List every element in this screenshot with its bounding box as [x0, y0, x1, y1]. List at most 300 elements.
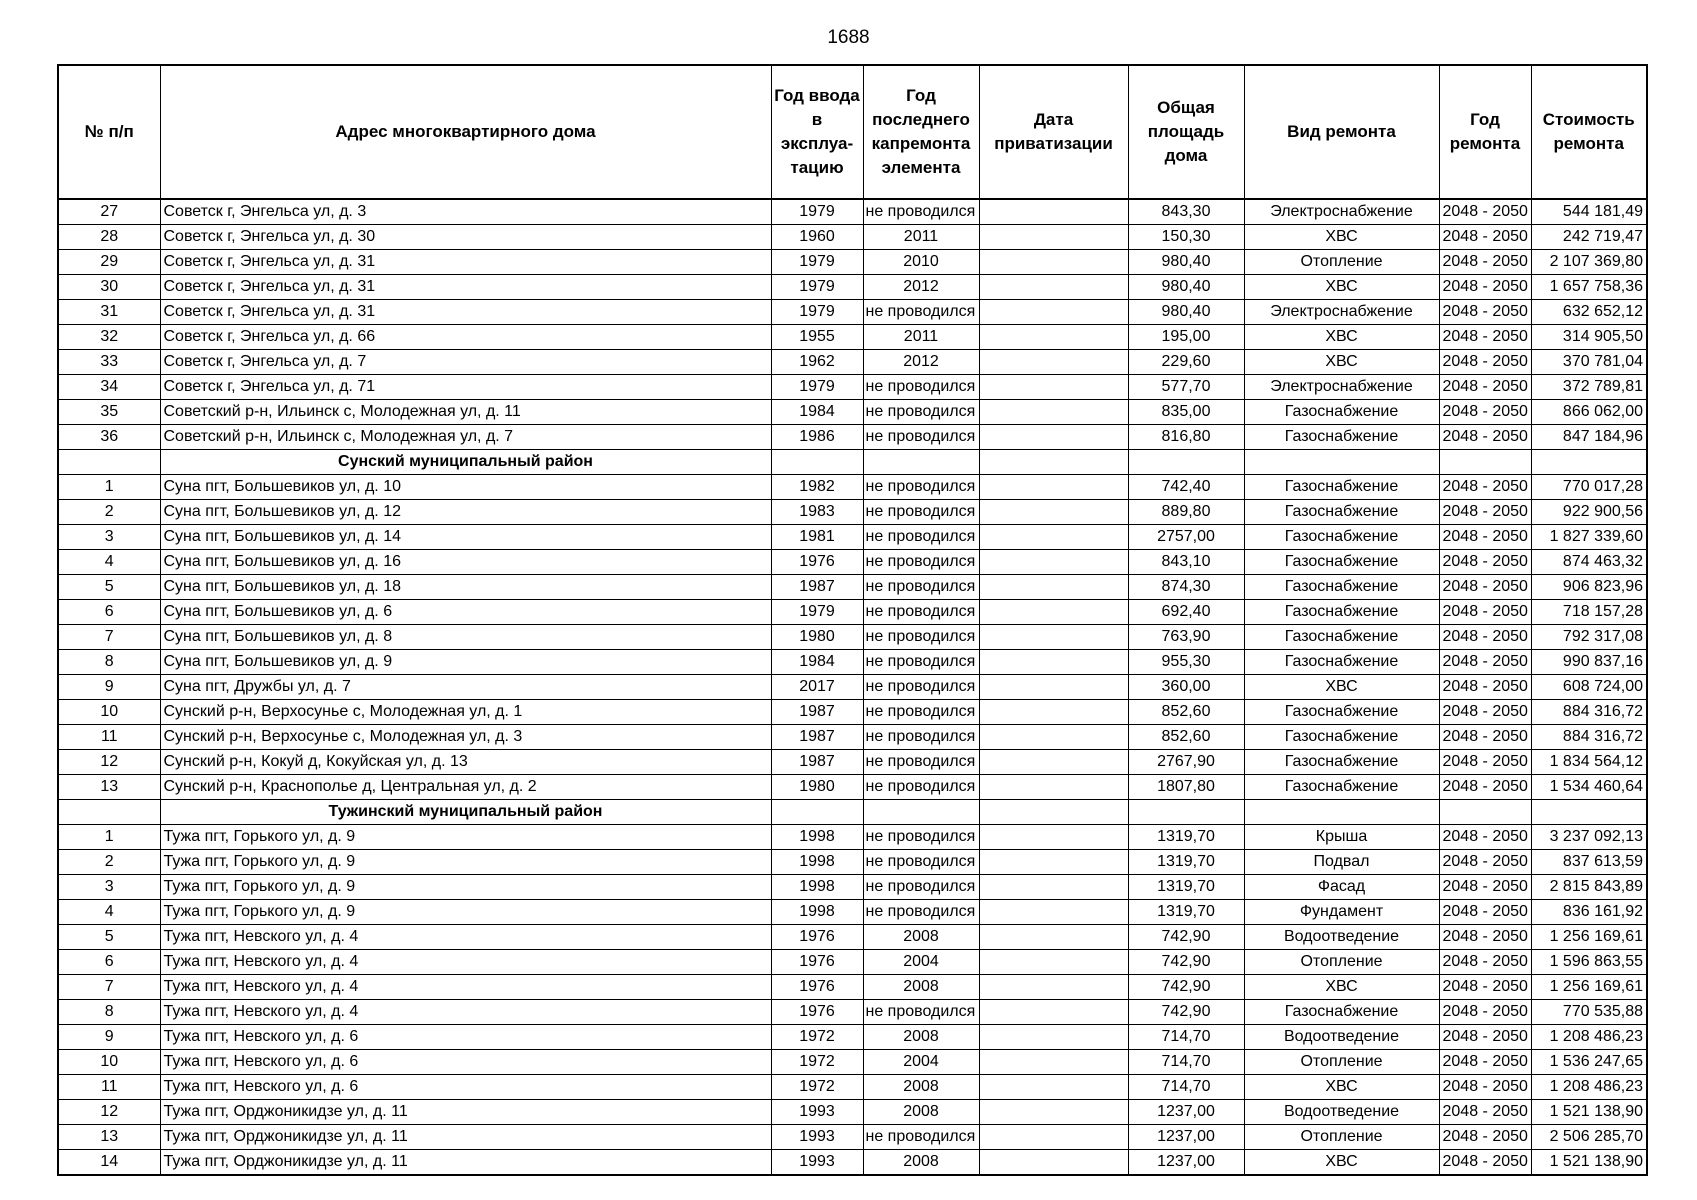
section-row — [58, 800, 1647, 825]
table-body — [58, 199, 1647, 1175]
row-repair-period: 2048 - 2050 — [1439, 425, 1531, 450]
row-privatization — [979, 750, 1128, 775]
row-last-repair: 2008 — [863, 1150, 979, 1176]
row-address: Суна пгт, Большевиков ул, д. 18 — [160, 575, 771, 600]
row-year-built: 1962 — [771, 350, 863, 375]
section-empty-cell — [1531, 800, 1647, 825]
row-cost: 884 316,72 — [1531, 725, 1647, 750]
row-address: Советск г, Энгельса ул, д. 7 — [160, 350, 771, 375]
row-repair-type: Газоснабжение — [1244, 575, 1439, 600]
table-row — [58, 825, 1647, 850]
row-last-repair: 2011 — [863, 325, 979, 350]
row-address: Тужа пгт, Горького ул, д. 9 — [160, 900, 771, 925]
row-address: Сунский р-н, Краснополье д, Центральная ул, д. 2 — [160, 775, 771, 800]
row-address: Тужа пгт, Невского ул, д. 4 — [160, 950, 771, 975]
row-number: 3 — [58, 525, 160, 550]
row-repair-type: Газоснабжение — [1244, 1000, 1439, 1025]
row-year-built: 1998 — [771, 825, 863, 850]
row-repair-period: 2048 - 2050 — [1439, 1075, 1531, 1100]
header-privatization: Дата приватизации — [979, 65, 1128, 199]
section-empty-cell — [1439, 450, 1531, 475]
row-area: 195,00 — [1128, 325, 1244, 350]
row-area: 843,30 — [1128, 199, 1244, 225]
row-cost: 836 161,92 — [1531, 900, 1647, 925]
row-repair-period: 2048 - 2050 — [1439, 300, 1531, 325]
row-repair-period: 2048 - 2050 — [1439, 900, 1531, 925]
row-privatization — [979, 950, 1128, 975]
row-cost: 1 521 138,90 — [1531, 1100, 1647, 1125]
table-row — [58, 950, 1647, 975]
row-address: Суна пгт, Большевиков ул, д. 12 — [160, 500, 771, 525]
row-area: 229,60 — [1128, 350, 1244, 375]
row-area: 980,40 — [1128, 300, 1244, 325]
row-last-repair: не проводился — [863, 625, 979, 650]
header-repair-type: Вид ремонта — [1244, 65, 1439, 199]
row-year-built: 1987 — [771, 575, 863, 600]
row-repair-period: 2048 - 2050 — [1439, 525, 1531, 550]
row-repair-period: 2048 - 2050 — [1439, 500, 1531, 525]
row-number: 8 — [58, 650, 160, 675]
row-repair-period: 2048 - 2050 — [1439, 1025, 1531, 1050]
row-area: 889,80 — [1128, 500, 1244, 525]
row-repair-type: ХВС — [1244, 275, 1439, 300]
row-last-repair: не проводился — [863, 650, 979, 675]
row-year-built: 1960 — [771, 225, 863, 250]
row-repair-period: 2048 - 2050 — [1439, 1050, 1531, 1075]
section-empty-cell — [1244, 450, 1439, 475]
row-number: 10 — [58, 700, 160, 725]
row-address: Тужа пгт, Горького ул, д. 9 — [160, 875, 771, 900]
row-privatization — [979, 875, 1128, 900]
row-year-built: 1987 — [771, 725, 863, 750]
row-repair-period: 2048 - 2050 — [1439, 575, 1531, 600]
table-row — [58, 575, 1647, 600]
row-address: Советск г, Энгельса ул, д. 30 — [160, 225, 771, 250]
row-cost: 1 596 863,55 — [1531, 950, 1647, 975]
row-area: 835,00 — [1128, 400, 1244, 425]
row-number: 27 — [58, 199, 160, 225]
table-row — [58, 1125, 1647, 1150]
row-privatization — [979, 350, 1128, 375]
row-year-built: 1979 — [771, 250, 863, 275]
row-cost: 2 107 369,80 — [1531, 250, 1647, 275]
row-repair-period: 2048 - 2050 — [1439, 1150, 1531, 1176]
row-year-built: 1972 — [771, 1025, 863, 1050]
row-year-built: 1998 — [771, 900, 863, 925]
row-privatization — [979, 500, 1128, 525]
row-last-repair: 2008 — [863, 975, 979, 1000]
row-repair-type: Фундамент — [1244, 900, 1439, 925]
row-privatization — [979, 675, 1128, 700]
row-address: Советск г, Энгельса ул, д. 71 — [160, 375, 771, 400]
row-privatization — [979, 475, 1128, 500]
table-row — [58, 525, 1647, 550]
row-area: 1237,00 — [1128, 1100, 1244, 1125]
row-area: 714,70 — [1128, 1025, 1244, 1050]
row-repair-period: 2048 - 2050 — [1439, 625, 1531, 650]
row-last-repair: не проводился — [863, 550, 979, 575]
table-row — [58, 650, 1647, 675]
row-cost: 544 181,49 — [1531, 199, 1647, 225]
table-row — [58, 1075, 1647, 1100]
row-year-built: 1993 — [771, 1100, 863, 1125]
table-row — [58, 1050, 1647, 1075]
row-number: 2 — [58, 500, 160, 525]
row-year-built: 2017 — [771, 675, 863, 700]
row-address: Суна пгт, Дружбы ул, д. 7 — [160, 675, 771, 700]
row-privatization — [979, 850, 1128, 875]
row-area: 816,80 — [1128, 425, 1244, 450]
row-cost: 770 017,28 — [1531, 475, 1647, 500]
row-year-built: 1979 — [771, 300, 863, 325]
row-last-repair: не проводился — [863, 775, 979, 800]
row-address: Советский р-н, Ильинск с, Молодежная ул, д. 11 — [160, 400, 771, 425]
row-address: Советск г, Энгельса ул, д. 31 — [160, 250, 771, 275]
row-cost: 370 781,04 — [1531, 350, 1647, 375]
row-repair-type: Газоснабжение — [1244, 400, 1439, 425]
table-row — [58, 1000, 1647, 1025]
row-year-built: 1976 — [771, 1000, 863, 1025]
row-repair-period: 2048 - 2050 — [1439, 550, 1531, 575]
row-area: 2757,00 — [1128, 525, 1244, 550]
row-number: 9 — [58, 675, 160, 700]
row-repair-type: Газоснабжение — [1244, 425, 1439, 450]
row-privatization — [979, 600, 1128, 625]
row-privatization — [979, 825, 1128, 850]
table-row — [58, 275, 1647, 300]
row-address: Тужа пгт, Невского ул, д. 4 — [160, 975, 771, 1000]
row-address: Тужа пгт, Горького ул, д. 9 — [160, 825, 771, 850]
row-year-built: 1979 — [771, 275, 863, 300]
row-repair-period: 2048 - 2050 — [1439, 775, 1531, 800]
section-empty-cell — [979, 450, 1128, 475]
repair-register-table — [57, 64, 1648, 1176]
row-privatization — [979, 325, 1128, 350]
row-number: 10 — [58, 1050, 160, 1075]
row-repair-period: 2048 - 2050 — [1439, 725, 1531, 750]
row-number: 14 — [58, 1150, 160, 1176]
table-row — [58, 625, 1647, 650]
row-area: 692,40 — [1128, 600, 1244, 625]
row-repair-period: 2048 - 2050 — [1439, 275, 1531, 300]
section-empty-cell — [1531, 450, 1647, 475]
row-privatization — [979, 1000, 1128, 1025]
row-area: 742,40 — [1128, 475, 1244, 500]
row-address: Тужа пгт, Невского ул, д. 4 — [160, 925, 771, 950]
header-address: Адрес многоквартирного дома — [160, 65, 771, 199]
row-cost: 906 823,96 — [1531, 575, 1647, 600]
row-repair-type: ХВС — [1244, 1075, 1439, 1100]
row-cost: 1 834 564,12 — [1531, 750, 1647, 775]
row-repair-type: Газоснабжение — [1244, 775, 1439, 800]
row-last-repair: 2008 — [863, 1075, 979, 1100]
row-repair-type: Водоотведение — [1244, 1100, 1439, 1125]
row-repair-period: 2048 - 2050 — [1439, 825, 1531, 850]
row-repair-type: Отопление — [1244, 1050, 1439, 1075]
row-cost: 837 613,59 — [1531, 850, 1647, 875]
row-privatization — [979, 900, 1128, 925]
row-number: 8 — [58, 1000, 160, 1025]
row-number: 4 — [58, 900, 160, 925]
row-area: 742,90 — [1128, 950, 1244, 975]
row-privatization — [979, 1125, 1128, 1150]
row-number: 31 — [58, 300, 160, 325]
row-year-built: 1979 — [771, 600, 863, 625]
row-address: Тужа пгт, Невского ул, д. 6 — [160, 1025, 771, 1050]
row-cost: 1 208 486,23 — [1531, 1025, 1647, 1050]
row-repair-type: Газоснабжение — [1244, 550, 1439, 575]
row-area: 1807,80 — [1128, 775, 1244, 800]
row-repair-type: Отопление — [1244, 250, 1439, 275]
row-area: 150,30 — [1128, 225, 1244, 250]
row-year-built: 1993 — [771, 1150, 863, 1176]
row-privatization — [979, 225, 1128, 250]
section-empty-cell — [863, 800, 979, 825]
row-repair-period: 2048 - 2050 — [1439, 675, 1531, 700]
row-number: 29 — [58, 250, 160, 275]
row-repair-type: Газоснабжение — [1244, 725, 1439, 750]
row-number: 2 — [58, 850, 160, 875]
row-cost: 1 521 138,90 — [1531, 1150, 1647, 1176]
row-repair-period: 2048 - 2050 — [1439, 375, 1531, 400]
table-row — [58, 775, 1647, 800]
table-row — [58, 975, 1647, 1000]
row-repair-type: Газоснабжение — [1244, 475, 1439, 500]
row-address: Суна пгт, Большевиков ул, д. 14 — [160, 525, 771, 550]
row-address: Советск г, Энгельса ул, д. 31 — [160, 275, 771, 300]
row-repair-period: 2048 - 2050 — [1439, 1100, 1531, 1125]
row-area: 742,90 — [1128, 1000, 1244, 1025]
row-cost: 1 256 169,61 — [1531, 925, 1647, 950]
row-area: 843,10 — [1128, 550, 1244, 575]
table-row — [58, 1150, 1647, 1176]
section-title: Сунский муниципальный район — [160, 450, 771, 475]
row-cost: 847 184,96 — [1531, 425, 1647, 450]
row-last-repair: 2008 — [863, 1025, 979, 1050]
row-repair-type: Подвал — [1244, 850, 1439, 875]
table-row — [58, 925, 1647, 950]
header-last-repair: Год последнего капремонта элемента — [863, 65, 979, 199]
row-repair-period: 2048 - 2050 — [1439, 400, 1531, 425]
row-area: 1319,70 — [1128, 875, 1244, 900]
row-privatization — [979, 199, 1128, 225]
row-cost: 792 317,08 — [1531, 625, 1647, 650]
row-year-built: 1972 — [771, 1075, 863, 1100]
row-cost: 314 905,50 — [1531, 325, 1647, 350]
row-number: 6 — [58, 950, 160, 975]
row-number: 3 — [58, 875, 160, 900]
row-privatization — [979, 1025, 1128, 1050]
row-cost: 2 506 285,70 — [1531, 1125, 1647, 1150]
row-repair-type: Водоотведение — [1244, 925, 1439, 950]
row-number: 5 — [58, 575, 160, 600]
row-number: 12 — [58, 750, 160, 775]
row-last-repair: не проводился — [863, 850, 979, 875]
table-row — [58, 350, 1647, 375]
table-row — [58, 700, 1647, 725]
table-row — [58, 875, 1647, 900]
row-number: 13 — [58, 775, 160, 800]
row-area: 1319,70 — [1128, 825, 1244, 850]
row-number: 5 — [58, 925, 160, 950]
table-row — [58, 675, 1647, 700]
row-last-repair: не проводился — [863, 475, 979, 500]
row-last-repair: не проводился — [863, 575, 979, 600]
row-address: Советск г, Энгельса ул, д. 66 — [160, 325, 771, 350]
row-number: 36 — [58, 425, 160, 450]
row-cost: 770 535,88 — [1531, 1000, 1647, 1025]
row-privatization — [979, 275, 1128, 300]
table-row — [58, 900, 1647, 925]
row-address: Сунский р-н, Верхосунье с, Молодежная ул, д. 3 — [160, 725, 771, 750]
row-year-built: 1979 — [771, 375, 863, 400]
row-address: Сунский р-н, Кокуй д, Кокуйская ул, д. 13 — [160, 750, 771, 775]
row-address: Суна пгт, Большевиков ул, д. 8 — [160, 625, 771, 650]
row-year-built: 1955 — [771, 325, 863, 350]
section-num-cell — [58, 450, 160, 475]
header-num: № п/п — [58, 65, 160, 199]
row-repair-period: 2048 - 2050 — [1439, 1000, 1531, 1025]
row-last-repair: 2004 — [863, 1050, 979, 1075]
row-repair-period: 2048 - 2050 — [1439, 875, 1531, 900]
row-last-repair: не проводился — [863, 1125, 979, 1150]
row-last-repair: не проводился — [863, 900, 979, 925]
row-cost: 884 316,72 — [1531, 700, 1647, 725]
row-repair-period: 2048 - 2050 — [1439, 950, 1531, 975]
row-number: 12 — [58, 1100, 160, 1125]
row-last-repair: 2011 — [863, 225, 979, 250]
row-year-built: 1980 — [771, 775, 863, 800]
table-row — [58, 475, 1647, 500]
row-cost: 1 256 169,61 — [1531, 975, 1647, 1000]
row-repair-period: 2048 - 2050 — [1439, 250, 1531, 275]
row-year-built: 1976 — [771, 925, 863, 950]
row-repair-type: ХВС — [1244, 975, 1439, 1000]
row-repair-type: ХВС — [1244, 350, 1439, 375]
row-cost: 1 536 247,65 — [1531, 1050, 1647, 1075]
row-repair-period: 2048 - 2050 — [1439, 1125, 1531, 1150]
row-year-built: 1979 — [771, 199, 863, 225]
row-year-built: 1982 — [771, 475, 863, 500]
row-year-built: 1987 — [771, 750, 863, 775]
row-area: 980,40 — [1128, 275, 1244, 300]
row-repair-period: 2048 - 2050 — [1439, 750, 1531, 775]
row-cost: 2 815 843,89 — [1531, 875, 1647, 900]
row-address: Тужа пгт, Орджоникидзе ул, д. 11 — [160, 1150, 771, 1176]
table-row — [58, 425, 1647, 450]
row-last-repair: не проводился — [863, 825, 979, 850]
section-num-cell — [58, 800, 160, 825]
row-repair-period: 2048 - 2050 — [1439, 650, 1531, 675]
row-address: Тужа пгт, Орджоникидзе ул, д. 11 — [160, 1100, 771, 1125]
row-address: Тужа пгт, Невского ул, д. 6 — [160, 1075, 771, 1100]
row-year-built: 1972 — [771, 1050, 863, 1075]
row-year-built: 1983 — [771, 500, 863, 525]
row-cost: 1 657 758,36 — [1531, 275, 1647, 300]
row-cost: 632 652,12 — [1531, 300, 1647, 325]
header-cost: Стоимость ремонта — [1531, 65, 1647, 199]
row-year-built: 1981 — [771, 525, 863, 550]
row-area: 2767,90 — [1128, 750, 1244, 775]
section-empty-cell — [771, 450, 863, 475]
row-last-repair: не проводился — [863, 375, 979, 400]
row-address: Суна пгт, Большевиков ул, д. 16 — [160, 550, 771, 575]
row-area: 763,90 — [1128, 625, 1244, 650]
row-privatization — [979, 575, 1128, 600]
row-privatization — [979, 375, 1128, 400]
row-area: 714,70 — [1128, 1075, 1244, 1100]
row-cost: 608 724,00 — [1531, 675, 1647, 700]
row-number: 7 — [58, 625, 160, 650]
row-repair-type: Отопление — [1244, 1125, 1439, 1150]
row-number: 4 — [58, 550, 160, 575]
row-year-built: 1980 — [771, 625, 863, 650]
row-area: 742,90 — [1128, 975, 1244, 1000]
row-last-repair: не проводился — [863, 1000, 979, 1025]
row-repair-type: ХВС — [1244, 1150, 1439, 1176]
table-header — [58, 65, 1647, 199]
table-row — [58, 500, 1647, 525]
row-privatization — [979, 525, 1128, 550]
row-privatization — [979, 1100, 1128, 1125]
row-repair-type: ХВС — [1244, 325, 1439, 350]
row-privatization — [979, 650, 1128, 675]
row-cost: 1 827 339,60 — [1531, 525, 1647, 550]
row-address: Тужа пгт, Невского ул, д. 4 — [160, 1000, 771, 1025]
row-privatization — [979, 625, 1128, 650]
row-last-repair: 2004 — [863, 950, 979, 975]
row-area: 714,70 — [1128, 1050, 1244, 1075]
row-cost: 718 157,28 — [1531, 600, 1647, 625]
table-row — [58, 375, 1647, 400]
table-row — [58, 250, 1647, 275]
row-area: 852,60 — [1128, 700, 1244, 725]
row-area: 852,60 — [1128, 725, 1244, 750]
row-repair-type: Газоснабжение — [1244, 600, 1439, 625]
table-row — [58, 725, 1647, 750]
row-repair-type: Газоснабжение — [1244, 650, 1439, 675]
row-repair-type: ХВС — [1244, 225, 1439, 250]
row-area: 360,00 — [1128, 675, 1244, 700]
row-privatization — [979, 550, 1128, 575]
row-address: Суна пгт, Большевиков ул, д. 6 — [160, 600, 771, 625]
row-number: 1 — [58, 825, 160, 850]
row-address: Тужа пгт, Орджоникидзе ул, д. 11 — [160, 1125, 771, 1150]
row-privatization — [979, 425, 1128, 450]
row-repair-period: 2048 - 2050 — [1439, 850, 1531, 875]
page-number: 1688 — [827, 27, 870, 48]
row-year-built: 1984 — [771, 650, 863, 675]
table-row — [58, 199, 1647, 225]
row-repair-type: Газоснабжение — [1244, 750, 1439, 775]
row-cost: 1 208 486,23 — [1531, 1075, 1647, 1100]
row-privatization — [979, 775, 1128, 800]
table-row — [58, 550, 1647, 575]
row-area: 955,30 — [1128, 650, 1244, 675]
row-address: Суна пгт, Большевиков ул, д. 9 — [160, 650, 771, 675]
row-number: 11 — [58, 725, 160, 750]
row-repair-type: Фасад — [1244, 875, 1439, 900]
table-row — [58, 300, 1647, 325]
row-year-built: 1976 — [771, 550, 863, 575]
row-area: 1319,70 — [1128, 900, 1244, 925]
header-area: Общая площадь дома — [1128, 65, 1244, 199]
row-repair-type: ХВС — [1244, 675, 1439, 700]
row-privatization — [979, 300, 1128, 325]
row-year-built: 1984 — [771, 400, 863, 425]
table-row — [58, 225, 1647, 250]
row-year-built: 1976 — [771, 950, 863, 975]
